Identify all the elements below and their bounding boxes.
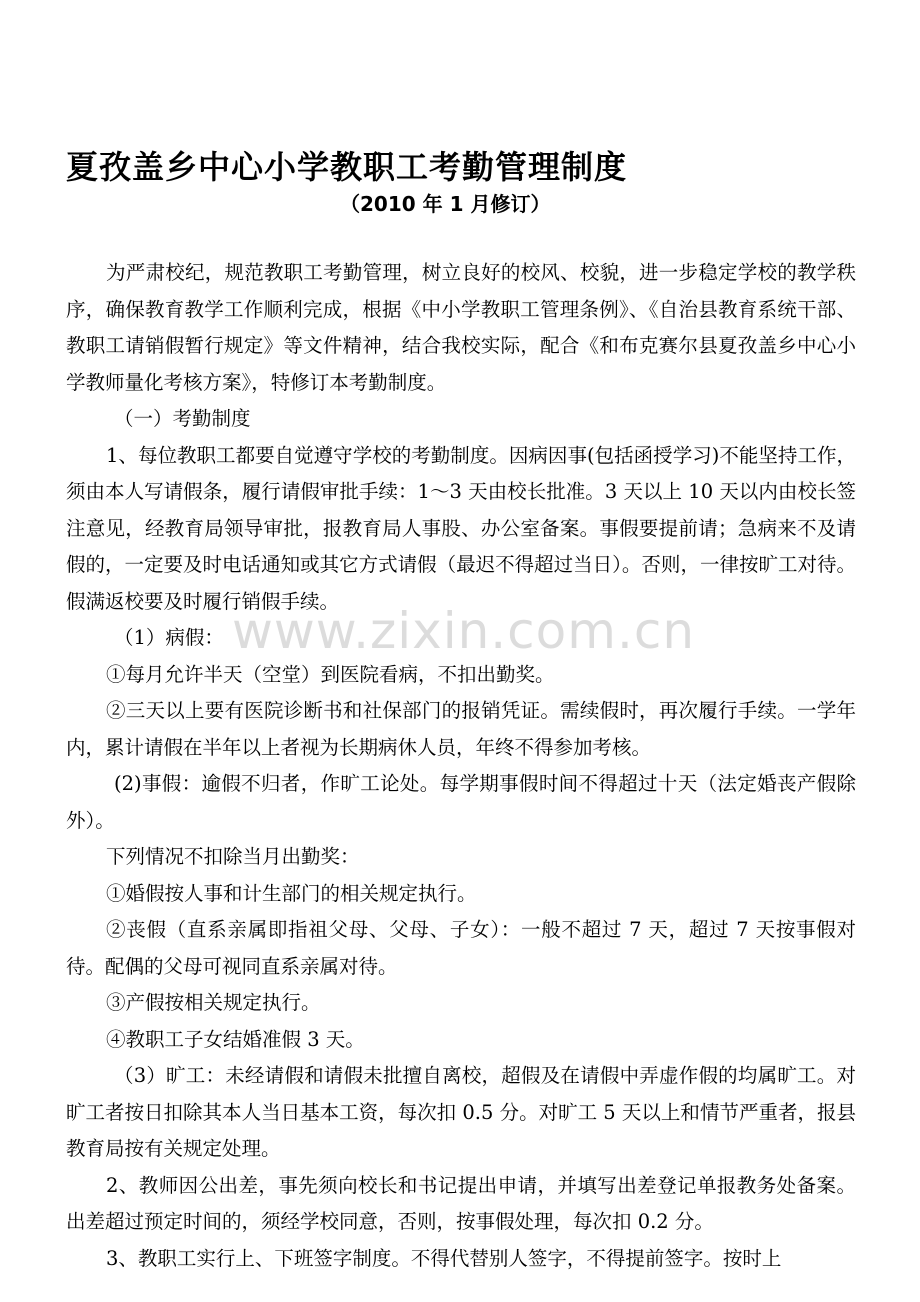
paragraph-absenteeism: （3）旷工：未经请假和请假未批擅自离校，超假及在请假中弄虚作假的均属旷工。对旷工者按日扣除其本人当日基本工资，每次扣 0.5 分。对旷工 5 天以上和情节严重者，报县教育局按有关规定处理。 [66,1064,856,1160]
document-subtitle: （2010 年 1 月修订） [340,192,551,216]
watermark: www.zixin.com.cn [232,602,696,660]
list-item-sick-1: ①每月允许半天（空堂）到医院看病，不扣出勤奖。 [106,662,555,686]
paragraph-rule-2: 2、教师因公出差，事先须向校长和书记提出申请，并填写出差登记单报教务处备案。出差超过预定时间的，须经学校同意，否则，按事假处理，每次扣 0.2 分。 [66,1173,856,1233]
section-heading-attendance: （一）考勤制度 [114,407,251,430]
list-item-funeral-leave: ②丧假（直系亲属即指祖父母、父母、子女）：一般不超过 7 天，超过 7 天按事假对待。配偶的父母可视同直系亲属对待。 [66,918,856,978]
paragraph-intro: 为严肃校纪，规范教职工考勤管理，树立良好的校风、校貌，进一步稳定学校的教学秩序，确保教育教学工作顺利完成，根据《中小学教职工管理条例》、《自治县教育系统干部、教职工请销假暂行规定》等文件精神，结合我校实际，配合《和布克赛尔县夏孜盖乡中心小学教师量化考核方案》，特修订本考勤制度。 [66,261,856,394]
subheading-sick-leave: （1）病假： [114,626,224,649]
list-item-sick-2: ②三天以上要有医院诊断书和社保部门的报销凭证。需续假时，再次履行手续。一学年内，累计请假在半年以上者视为长期病休人员，年终不得参加考核。 [66,699,856,759]
list-item-marriage-leave: ①婚假按人事和计生部门的相关规定执行。 [106,881,477,905]
paragraph-rule-3: 3、教职工实行上、下班签字制度。不得代替别人签字，不得提前签字。按时上 [106,1246,782,1270]
list-item-maternity-leave: ③产假按相关规定执行。 [106,991,321,1014]
paragraph-no-deduction-intro: 下列情况不扣除当月出勤奖： [106,845,360,868]
paragraph-rule-1: 1、每位教职工都要自觉遵守学校的考勤制度。因病因事(包括函授学习)不能坚持工作，须由本人写请假条，履行请假审批手续：1～3 天由校长批准。3 天以上 10 天以内由校长签注意见，经教育局领导审批，报教育局人事股、办公室备案。事假要提前请；急病来不及请假的，一定要及时电话通知或其它方式请假（最迟不得超过当日）。否则，一律按旷工对待。假满返校要及时履行销假手续。 [66,443,856,613]
document-title: 夏孜盖乡中心小学教职工考勤管理制度 [66,148,628,186]
paragraph-personal-leave: (2)事假：逾假不归者，作旷工论处。每学期事假时间不得超过十天（法定婚丧产假除外）。 [66,772,856,832]
list-item-child-marriage-leave: ④教职工子女结婚准假 3 天。 [106,1027,365,1051]
document-body [66,255,856,1277]
